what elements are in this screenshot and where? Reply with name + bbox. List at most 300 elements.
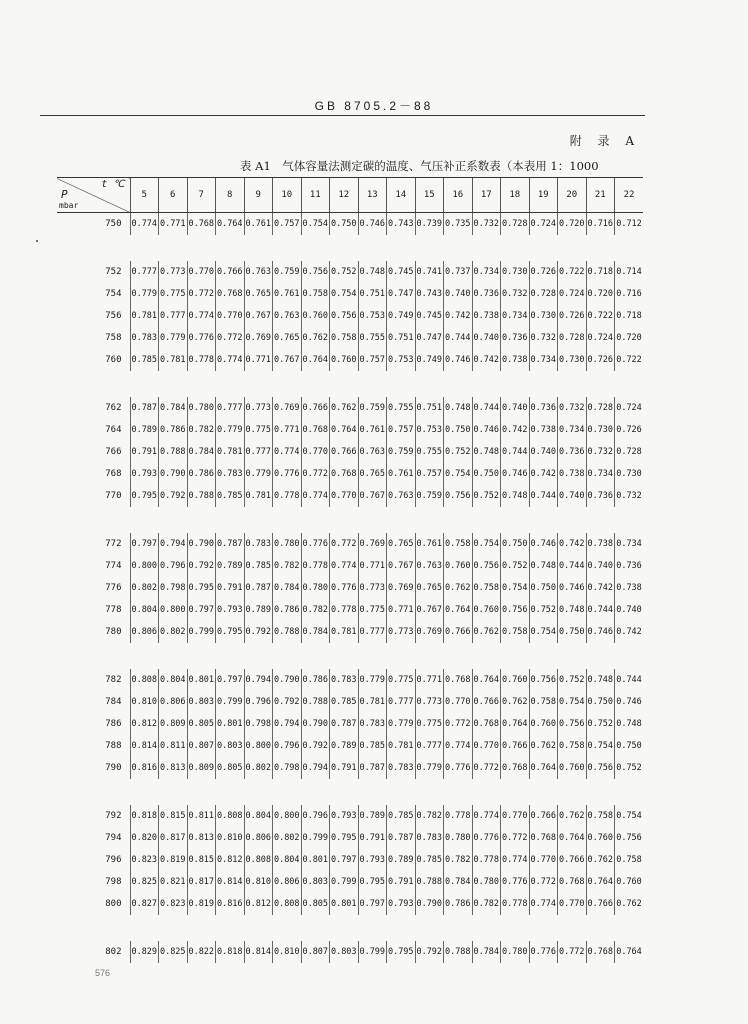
factor-cell: 0.764 [472, 669, 501, 691]
temperature-header-19: 19 [529, 178, 558, 213]
factor-cell: 0.745 [415, 305, 444, 327]
factor-cell: 0.783 [358, 713, 387, 735]
table-spacer-row [57, 371, 643, 397]
factor-cell: 0.773 [387, 621, 416, 643]
factor-cell: 0.783 [330, 669, 359, 691]
factor-cell: 0.720 [586, 283, 615, 305]
factor-cell: 0.792 [244, 621, 273, 643]
factor-cell: 0.776 [187, 327, 216, 349]
factor-cell: 0.778 [187, 349, 216, 371]
factor-cell: 0.796 [159, 555, 188, 577]
factor-cell: 0.747 [415, 327, 444, 349]
pressure-cell: 772 [105, 538, 122, 549]
factor-cell: 0.758 [301, 283, 330, 305]
factor-cell: 0.784 [301, 621, 330, 643]
table-row [57, 757, 643, 779]
factor-cell: 0.805 [216, 757, 245, 779]
factor-cell: 0.786 [187, 463, 216, 485]
factor-cell: 0.744 [615, 669, 644, 691]
factor-cell: 0.786 [444, 893, 473, 915]
factor-cell: 0.756 [330, 305, 359, 327]
factor-cell: 0.764 [529, 757, 558, 779]
factor-cell: 0.784 [159, 397, 188, 419]
factor-cell: 0.754 [472, 533, 501, 555]
factor-cell: 0.764 [301, 349, 330, 371]
factor-cell: 0.810 [130, 691, 159, 713]
factor-cell: 0.795 [330, 827, 359, 849]
factor-cell: 0.785 [244, 555, 273, 577]
factor-cell: 0.748 [472, 441, 501, 463]
table-row [57, 533, 643, 555]
factor-cell: 0.798 [273, 757, 302, 779]
factor-cell: 0.732 [615, 485, 644, 507]
pressure-cell: 758 [105, 332, 122, 343]
factor-cell: 0.773 [415, 691, 444, 713]
table-spacer-row [57, 643, 643, 669]
factor-cell: 0.778 [472, 849, 501, 871]
factor-cell: 0.759 [273, 261, 302, 283]
factor-cell: 0.769 [415, 621, 444, 643]
factor-cell: 0.758 [586, 805, 615, 827]
factor-cell: 0.762 [444, 577, 473, 599]
factor-cell: 0.750 [615, 735, 644, 757]
pressure-cell: 786 [105, 718, 122, 729]
factor-cell: 0.777 [415, 735, 444, 757]
factor-cell: 0.788 [444, 941, 473, 963]
factor-cell: 0.778 [444, 805, 473, 827]
factor-cell: 0.754 [301, 213, 330, 235]
factor-cell: 0.782 [301, 599, 330, 621]
table-row [57, 349, 643, 371]
factor-cell: 0.822 [187, 941, 216, 963]
factor-cell: 0.776 [529, 941, 558, 963]
factor-cell: 0.747 [387, 283, 416, 305]
table-spacer-cell [57, 235, 643, 261]
factor-cell: 0.728 [615, 441, 644, 463]
table-body [57, 213, 643, 963]
pressure-cell: 754 [105, 288, 122, 299]
pressure-cell: 790 [105, 762, 122, 773]
factor-cell: 0.764 [558, 827, 587, 849]
factor-cell: 0.762 [529, 735, 558, 757]
factor-cell: 0.728 [586, 397, 615, 419]
factor-cell: 0.784 [472, 941, 501, 963]
factor-cell: 0.758 [472, 577, 501, 599]
factor-cell: 0.778 [273, 485, 302, 507]
factor-cell: 0.799 [330, 871, 359, 893]
table-row [57, 941, 643, 963]
factor-cell: 0.735 [444, 213, 473, 235]
factor-cell: 0.752 [586, 713, 615, 735]
factor-cell: 0.724 [558, 283, 587, 305]
factor-cell: 0.809 [187, 757, 216, 779]
table-row [57, 849, 643, 871]
factor-cell: 0.806 [244, 827, 273, 849]
factor-cell: 0.750 [558, 621, 587, 643]
factor-cell: 0.724 [615, 397, 644, 419]
factor-cell: 0.757 [387, 419, 416, 441]
factor-cell: 0.795 [187, 577, 216, 599]
factor-cell: 0.770 [187, 261, 216, 283]
factor-cell: 0.773 [244, 397, 273, 419]
factor-cell: 0.812 [130, 713, 159, 735]
table-row [57, 669, 643, 691]
factor-cell: 0.774 [330, 555, 359, 577]
factor-cell: 0.792 [187, 555, 216, 577]
factor-cell: 0.732 [501, 283, 530, 305]
factor-cell: 0.768 [558, 871, 587, 893]
factor-cell: 0.801 [330, 893, 359, 915]
factor-cell: 0.825 [130, 871, 159, 893]
factor-cell: 0.803 [301, 871, 330, 893]
factor-cell: 0.722 [586, 305, 615, 327]
factor-cell: 0.814 [216, 871, 245, 893]
factor-cell: 0.788 [187, 485, 216, 507]
factor-cell: 0.750 [586, 691, 615, 713]
factor-cell: 0.758 [501, 621, 530, 643]
factor-cell: 0.804 [273, 849, 302, 871]
factor-cell: 0.740 [586, 555, 615, 577]
factor-cell: 0.774 [273, 441, 302, 463]
factor-cell: 0.783 [216, 463, 245, 485]
factor-cell: 0.766 [216, 261, 245, 283]
factor-cell: 0.739 [415, 213, 444, 235]
factor-cell: 0.772 [330, 533, 359, 555]
table-row [57, 327, 643, 349]
factor-cell: 0.782 [415, 805, 444, 827]
table-spacer-row [57, 235, 643, 261]
factor-cell: 0.757 [415, 463, 444, 485]
factor-cell: 0.791 [330, 757, 359, 779]
factor-cell: 0.771 [415, 669, 444, 691]
factor-cell: 0.829 [130, 941, 159, 963]
factor-cell: 0.740 [529, 441, 558, 463]
factor-cell: 0.760 [501, 669, 530, 691]
factor-cell: 0.805 [301, 893, 330, 915]
table-row [57, 871, 643, 893]
table-row [57, 283, 643, 305]
factor-cell: 0.768 [301, 419, 330, 441]
factor-cell: 0.770 [558, 893, 587, 915]
factor-cell: 0.757 [358, 349, 387, 371]
factor-cell: 0.794 [159, 533, 188, 555]
temperature-header-8: 8 [216, 178, 245, 213]
factor-cell: 0.756 [529, 669, 558, 691]
factor-cell: 0.783 [130, 327, 159, 349]
pressure-cell: 756 [105, 310, 122, 321]
factor-cell: 0.754 [615, 805, 644, 827]
factor-cell: 0.728 [501, 213, 530, 235]
factor-cell: 0.766 [586, 893, 615, 915]
factor-cell: 0.789 [330, 735, 359, 757]
factor-cell: 0.758 [529, 691, 558, 713]
factor-cell: 0.806 [130, 621, 159, 643]
factor-cell: 0.756 [615, 827, 644, 849]
factor-cell: 0.815 [159, 805, 188, 827]
factor-cell: 0.768 [444, 669, 473, 691]
factor-cell: 0.766 [444, 621, 473, 643]
factor-cell: 0.808 [244, 849, 273, 871]
factor-cell: 0.801 [216, 713, 245, 735]
factor-cell: 0.795 [387, 941, 416, 963]
factor-cell: 0.771 [159, 213, 188, 235]
table-spacer-cell [57, 915, 643, 941]
factor-cell: 0.786 [159, 419, 188, 441]
table-spacer-row [57, 915, 643, 941]
factor-cell: 0.750 [529, 577, 558, 599]
table-spacer-cell [57, 779, 643, 805]
pressure-cell: 782 [105, 674, 122, 685]
factor-cell: 0.754 [558, 691, 587, 713]
factor-cell: 0.738 [615, 577, 644, 599]
factor-cell: 0.744 [529, 485, 558, 507]
factor-cell: 0.734 [472, 261, 501, 283]
factor-cell: 0.781 [130, 305, 159, 327]
pressure-cell: 784 [105, 696, 122, 707]
factor-cell: 0.767 [387, 555, 416, 577]
temperature-header-6: 6 [159, 178, 188, 213]
temperature-header-5: 5 [130, 178, 159, 213]
factor-cell: 0.804 [159, 669, 188, 691]
factor-cell: 0.753 [387, 349, 416, 371]
factor-cell: 0.796 [273, 735, 302, 757]
pressure-cell: 796 [105, 854, 122, 865]
pressure-cell: 770 [105, 490, 122, 501]
factor-cell: 0.813 [187, 827, 216, 849]
pressure-cell: 778 [105, 604, 122, 615]
table-row [57, 691, 643, 713]
factor-cell: 0.779 [415, 757, 444, 779]
factor-cell: 0.812 [216, 849, 245, 871]
factor-cell: 0.817 [187, 871, 216, 893]
pressure-cell: 792 [105, 810, 122, 821]
factor-cell: 0.746 [501, 463, 530, 485]
pressure-cell: 760 [105, 354, 122, 365]
factor-cell: 0.782 [187, 419, 216, 441]
pressure-cell: 802 [105, 946, 122, 957]
factor-cell: 0.797 [330, 849, 359, 871]
factor-cell: 0.750 [330, 213, 359, 235]
factor-cell: 0.777 [244, 441, 273, 463]
table-row [57, 599, 643, 621]
factor-cell: 0.789 [387, 849, 416, 871]
factor-cell: 0.740 [444, 283, 473, 305]
factor-cell: 0.785 [216, 485, 245, 507]
temperature-header-9: 9 [244, 178, 273, 213]
factor-cell: 0.789 [216, 555, 245, 577]
factor-cell: 0.736 [586, 485, 615, 507]
factor-cell: 0.802 [130, 577, 159, 599]
factor-cell: 0.732 [472, 213, 501, 235]
factor-cell: 0.796 [301, 805, 330, 827]
factor-cell: 0.752 [529, 599, 558, 621]
factor-cell: 0.760 [472, 599, 501, 621]
factor-cell: 0.753 [358, 305, 387, 327]
factor-cell: 0.774 [501, 849, 530, 871]
factor-cell: 0.808 [130, 669, 159, 691]
factor-cell: 0.764 [330, 419, 359, 441]
factor-cell: 0.772 [444, 713, 473, 735]
pressure-axis-label: P [61, 188, 68, 201]
factor-cell: 0.746 [615, 691, 644, 713]
factor-cell: 0.769 [244, 327, 273, 349]
factor-cell: 0.736 [501, 327, 530, 349]
factor-cell: 0.748 [558, 599, 587, 621]
factor-cell: 0.814 [244, 941, 273, 963]
factor-cell: 0.748 [615, 713, 644, 735]
factor-cell: 0.803 [187, 691, 216, 713]
factor-cell: 0.741 [415, 261, 444, 283]
factor-cell: 0.738 [586, 533, 615, 555]
factor-cell: 0.750 [501, 533, 530, 555]
temperature-header-20: 20 [558, 178, 587, 213]
factor-cell: 0.724 [529, 213, 558, 235]
factor-cell: 0.786 [273, 599, 302, 621]
factor-cell: 0.785 [130, 349, 159, 371]
table-spacer-cell [57, 507, 643, 533]
factor-cell: 0.821 [159, 871, 188, 893]
factor-cell: 0.750 [472, 463, 501, 485]
factor-cell: 0.761 [415, 533, 444, 555]
factor-cell: 0.757 [273, 213, 302, 235]
factor-cell: 0.771 [244, 349, 273, 371]
factor-cell: 0.755 [387, 397, 416, 419]
factor-cell: 0.802 [273, 827, 302, 849]
factor-cell: 0.742 [615, 621, 644, 643]
factor-cell: 0.765 [387, 533, 416, 555]
factor-cell: 0.746 [586, 621, 615, 643]
factor-cell: 0.807 [301, 941, 330, 963]
factor-cell: 0.803 [330, 941, 359, 963]
table-row [57, 713, 643, 735]
pressure-cell: 752 [105, 266, 122, 277]
factor-cell: 0.780 [444, 827, 473, 849]
factor-cell: 0.730 [615, 463, 644, 485]
factor-cell: 0.740 [558, 485, 587, 507]
factor-cell: 0.772 [558, 941, 587, 963]
factor-cell: 0.740 [501, 397, 530, 419]
factor-cell: 0.761 [273, 283, 302, 305]
factor-cell: 0.787 [216, 533, 245, 555]
factor-cell: 0.779 [387, 713, 416, 735]
factor-cell: 0.763 [273, 305, 302, 327]
factor-cell: 0.762 [472, 621, 501, 643]
standard-number-header: GB 8705.2－88 [314, 99, 434, 113]
temperature-header-16: 16 [444, 178, 473, 213]
table-row [57, 261, 643, 283]
factor-cell: 0.726 [558, 305, 587, 327]
factor-cell: 0.780 [501, 941, 530, 963]
factor-cell: 0.788 [273, 621, 302, 643]
table-caption: 表 A1 气体容量法测定碳的温度、气压补正系数表（本表用 1：1000 [240, 159, 599, 173]
factor-cell: 0.795 [216, 621, 245, 643]
factor-cell: 0.778 [301, 555, 330, 577]
factor-cell: 0.795 [130, 485, 159, 507]
factor-cell: 0.767 [415, 599, 444, 621]
factor-cell: 0.823 [159, 893, 188, 915]
factor-cell: 0.766 [558, 849, 587, 871]
factor-cell: 0.734 [558, 419, 587, 441]
factor-cell: 0.792 [273, 691, 302, 713]
factor-cell: 0.748 [444, 397, 473, 419]
factor-cell: 0.736 [472, 283, 501, 305]
factor-cell: 0.827 [130, 893, 159, 915]
factor-cell: 0.737 [444, 261, 473, 283]
factor-cell: 0.793 [130, 463, 159, 485]
table-spacer-row [57, 507, 643, 533]
factor-cell: 0.734 [586, 463, 615, 485]
factor-cell: 0.759 [358, 397, 387, 419]
factor-cell: 0.776 [330, 577, 359, 599]
factor-cell: 0.758 [558, 735, 587, 757]
factor-cell: 0.815 [187, 849, 216, 871]
factor-cell: 0.790 [415, 893, 444, 915]
factor-cell: 0.773 [358, 577, 387, 599]
table-row [57, 463, 643, 485]
factor-cell: 0.776 [472, 827, 501, 849]
factor-cell: 0.768 [330, 463, 359, 485]
factor-cell: 0.769 [358, 533, 387, 555]
factor-cell: 0.768 [472, 713, 501, 735]
factor-cell: 0.766 [301, 397, 330, 419]
temperature-header-14: 14 [387, 178, 416, 213]
factor-cell: 0.789 [358, 805, 387, 827]
pressure-unit-label: mbar [59, 201, 79, 210]
factor-cell: 0.742 [558, 533, 587, 555]
factor-cell: 0.801 [301, 849, 330, 871]
factor-cell: 0.819 [159, 849, 188, 871]
factor-cell: 0.762 [301, 327, 330, 349]
factor-cell: 0.726 [529, 261, 558, 283]
factor-cell: 0.714 [615, 261, 644, 283]
factor-cell: 0.761 [358, 419, 387, 441]
factor-cell: 0.781 [358, 691, 387, 713]
factor-cell: 0.734 [529, 349, 558, 371]
temperature-header-21: 21 [586, 178, 615, 213]
temperature-header-10: 10 [273, 178, 302, 213]
factor-cell: 0.726 [615, 419, 644, 441]
factor-cell: 0.771 [358, 555, 387, 577]
factor-cell: 0.760 [615, 871, 644, 893]
factor-cell: 0.810 [273, 941, 302, 963]
factor-cell: 0.775 [159, 283, 188, 305]
temperature-header-17: 17 [472, 178, 501, 213]
factor-cell: 0.726 [586, 349, 615, 371]
factor-cell: 0.804 [130, 599, 159, 621]
factor-cell: 0.802 [244, 757, 273, 779]
factor-cell: 0.770 [301, 441, 330, 463]
table-spacer-cell [57, 371, 643, 397]
factor-cell: 0.761 [244, 213, 273, 235]
factor-cell: 0.777 [159, 305, 188, 327]
factor-cell: 0.750 [444, 419, 473, 441]
factor-cell: 0.768 [187, 213, 216, 235]
factor-cell: 0.780 [273, 533, 302, 555]
table-row [57, 827, 643, 849]
factor-cell: 0.763 [387, 485, 416, 507]
factor-cell: 0.791 [387, 871, 416, 893]
factor-cell: 0.774 [472, 805, 501, 827]
factor-cell: 0.779 [216, 419, 245, 441]
factor-cell: 0.773 [159, 261, 188, 283]
factor-cell: 0.781 [330, 621, 359, 643]
table-corner-cell [57, 178, 130, 213]
factor-cell: 0.804 [244, 805, 273, 827]
factor-cell: 0.751 [415, 397, 444, 419]
factor-cell: 0.775 [244, 419, 273, 441]
factor-cell: 0.742 [472, 349, 501, 371]
factor-cell: 0.716 [615, 283, 644, 305]
